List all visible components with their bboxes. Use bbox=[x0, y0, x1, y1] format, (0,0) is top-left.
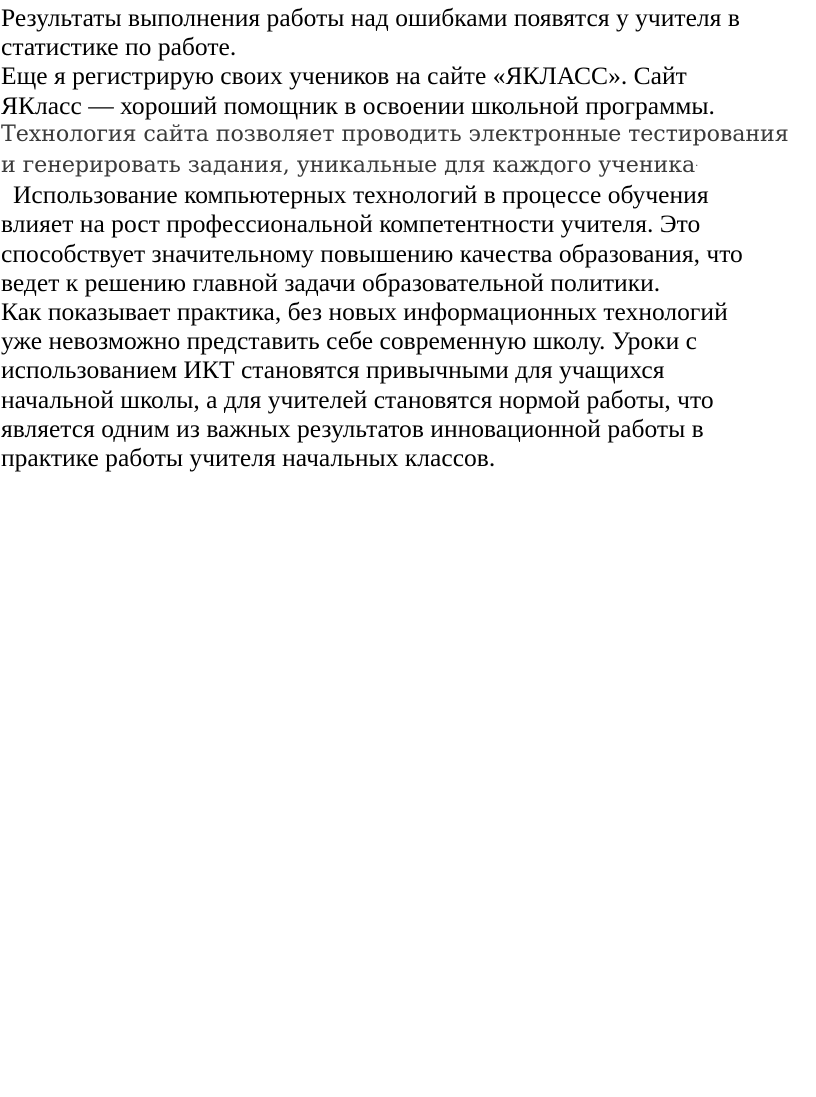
trailing-dot: . bbox=[695, 158, 699, 170]
text-line: ЯКласс — хороший помощник в освоении школьной программы. bbox=[1, 90, 715, 120]
text-line: Еще я регистрирую своих учеников на сайте «ЯКЛАСС». Сайт bbox=[1, 61, 687, 91]
text-line: статистике по работе. bbox=[1, 32, 237, 62]
text-line: влияет на рост профессиональной компетентности учителя. Это bbox=[1, 209, 701, 239]
text-line: уже невозможно представить себе современную школу. Уроки с bbox=[1, 326, 697, 356]
text-line: Использование компьютерных технологий в процессе обучения bbox=[13, 180, 709, 210]
text-line: и генерировать задания, уникальные для каждого ученика bbox=[1, 152, 696, 179]
text-line: использованием ИКТ становятся привычными для учащихся bbox=[1, 355, 665, 385]
text-line: Результаты выполнения работы над ошибками появятся у учителя в bbox=[1, 3, 740, 32]
text-line: способствует значительному повышению качества образования, что bbox=[1, 238, 743, 268]
text-line: Технология сайта позволяет проводить электронные тестирования bbox=[1, 120, 789, 147]
text-line: практике работы учителя начальных классов. bbox=[1, 443, 496, 473]
text-line-with-dot bbox=[1, 149, 814, 180]
text-line: ведет к решению главной задачи образовательной политики. bbox=[1, 267, 661, 297]
text-line: является одним из важных результатов инновационной работы в bbox=[1, 413, 704, 443]
text-line: начальной школы, а для учителей становятся нормой работы, что bbox=[1, 384, 714, 414]
text-line: Как показывает практика, без новых информационных технологий bbox=[1, 297, 728, 327]
